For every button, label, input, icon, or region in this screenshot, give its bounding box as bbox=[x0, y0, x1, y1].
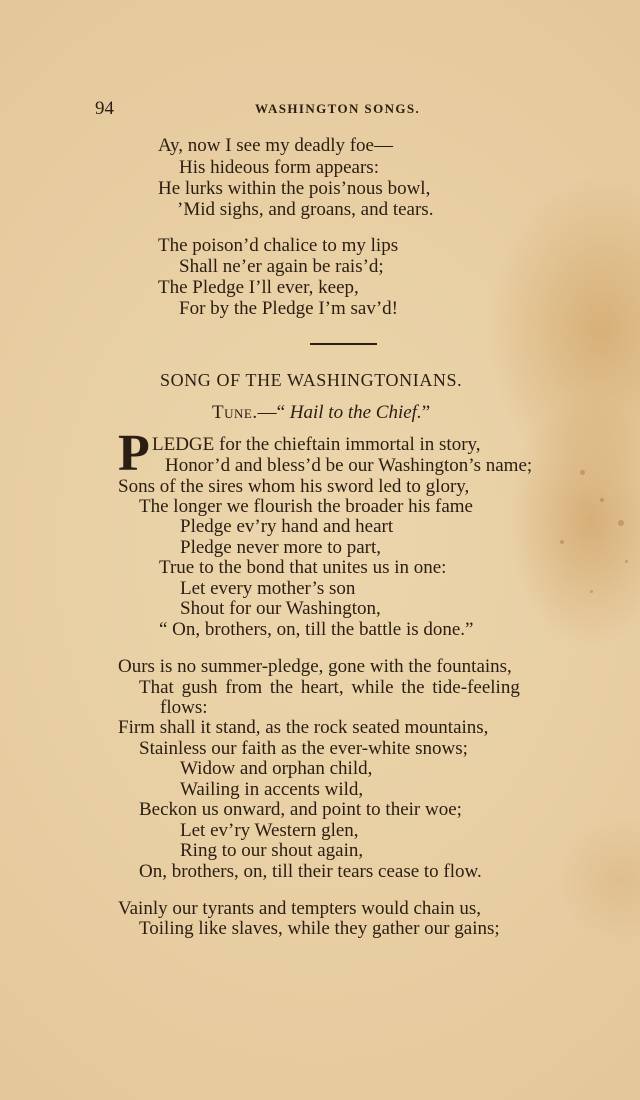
verse-line: Widow and orphan child, bbox=[180, 758, 373, 779]
verse-line: flows: bbox=[160, 697, 208, 718]
tune-label: Tune. bbox=[212, 402, 258, 423]
verse-line: The poison’d chalice to my lips bbox=[158, 235, 399, 256]
stain-speck bbox=[590, 590, 593, 593]
verse-line: Toiling like slaves, while they gather our gains; bbox=[139, 918, 500, 939]
tune-separator: —“ bbox=[257, 402, 290, 423]
verse-line: Wailing in accents wild, bbox=[180, 779, 364, 800]
stain-speck bbox=[560, 540, 564, 544]
verse-line: ’Mid sighs, and groans, and tears. bbox=[177, 199, 434, 220]
tune-close-quote: ” bbox=[421, 402, 431, 423]
verse-line: LEDGE for the chieftain immortal in story, bbox=[152, 434, 481, 455]
verse-line: Firm shall it stand, as the rock seated mountains, bbox=[118, 717, 489, 738]
verse-line: True to the bond that unites us in one: bbox=[159, 557, 447, 578]
verse-line: Shall ne’er again be rais’d; bbox=[179, 256, 384, 277]
tune-name: Hail to the Chief. bbox=[289, 402, 422, 423]
running-head: WASHINGTON SONGS. bbox=[255, 101, 421, 116]
verse-line: That gush from the heart, while the tide-feeling bbox=[139, 677, 520, 698]
verse-line: Shout for our Washington, bbox=[180, 598, 381, 619]
drop-cap: P bbox=[118, 425, 150, 482]
verse-line: His hideous form appears: bbox=[179, 157, 379, 178]
verse-line: “ On, brothers, on, till the battle is done.” bbox=[159, 619, 474, 640]
verse-line: For by the Pledge I’m sav’d! bbox=[179, 298, 398, 319]
section-divider bbox=[310, 343, 377, 345]
verse-line: The Pledge I’ll ever, keep, bbox=[158, 277, 359, 298]
verse-line: Let every mother’s son bbox=[180, 578, 356, 599]
page-header bbox=[95, 98, 475, 122]
verse-line: Vainly our tyrants and tempters would chain us, bbox=[118, 898, 482, 919]
page-number: 94 bbox=[95, 98, 114, 119]
verse-line: Ours is no summer-pledge, gone with the fountains, bbox=[118, 656, 512, 677]
verse-line: The longer we flourish the broader his fame bbox=[139, 496, 473, 517]
verse-line: He lurks within the pois’nous bowl, bbox=[158, 178, 431, 199]
verse-line: Stainless our faith as the ever-white snows; bbox=[139, 738, 468, 759]
verse-line: Let ev’ry Western glen, bbox=[180, 820, 359, 841]
verse-line: Pledge ev’ry hand and heart bbox=[180, 516, 394, 537]
verse-line: Honor’d and bless’d be our Washington’s name; bbox=[165, 455, 533, 476]
song-title: SONG OF THE WASHINGTONIANS. bbox=[160, 370, 463, 390]
stain-speck bbox=[625, 560, 628, 563]
verse-line: Pledge never more to part, bbox=[180, 537, 382, 558]
stain-speck bbox=[618, 520, 624, 526]
stain-speck bbox=[580, 470, 585, 475]
verse-line: On, brothers, on, till their tears cease to flow. bbox=[139, 861, 482, 882]
verse-line: Ring to our shout again, bbox=[180, 840, 364, 861]
verse-line: Ay, now I see my deadly foe— bbox=[158, 135, 393, 156]
song-tune bbox=[212, 402, 430, 424]
verse-line: Beckon us onward, and point to their woe; bbox=[139, 799, 462, 820]
stain-speck bbox=[600, 498, 604, 502]
verse-line: Sons of the sires whom his sword led to glory, bbox=[118, 476, 470, 497]
